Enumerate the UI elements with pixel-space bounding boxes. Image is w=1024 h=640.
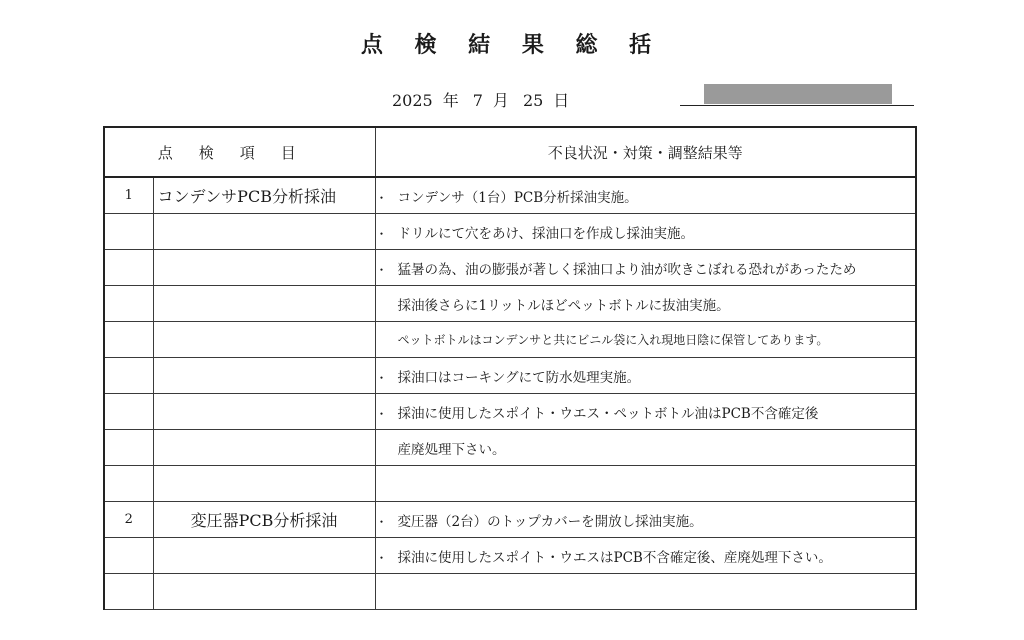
table-row (104, 538, 916, 574)
empty-cell (153, 574, 375, 610)
row-item: 変圧器PCB分析採油 (153, 502, 375, 538)
row-number: 1 (104, 177, 153, 214)
table-row (104, 286, 916, 322)
header-item: 点検項目 (104, 127, 375, 177)
empty-cell (104, 574, 153, 610)
table-row (104, 250, 916, 286)
row-result (375, 394, 916, 430)
result-text: 採油に使用したスポイト・ウエスはPCB不含確定後、産廃処理下さい。 (397, 549, 832, 566)
row-item (153, 466, 375, 502)
row-number: 2 (104, 502, 153, 538)
date-day: 25 (522, 91, 544, 110)
row-number (104, 430, 153, 466)
row-result (375, 466, 916, 502)
result-text: 猛暑の為、油の膨張が著しく採油口より油が吹きこぼれる恐れがあったため (397, 261, 857, 278)
row-number (104, 250, 153, 286)
row-result (375, 250, 916, 286)
bullet-mark: ・ (375, 226, 388, 241)
row-result (375, 322, 916, 358)
bullet-mark: ・ (375, 190, 388, 205)
table-row (104, 358, 916, 394)
date-month: 7 (472, 91, 483, 110)
table-row (104, 430, 916, 466)
bullet-mark: ・ (375, 514, 388, 529)
table-row (104, 466, 916, 502)
date-day-unit: 日 (553, 91, 570, 110)
redacted-block (704, 84, 892, 104)
row-item (153, 286, 375, 322)
signature-line (680, 105, 914, 106)
row-number (104, 286, 153, 322)
row-item (153, 538, 375, 574)
row-item (153, 358, 375, 394)
result-text: ペットボトルはコンデンサと共にビニル袋に入れ現地日陰に保管してあります。 (397, 333, 829, 347)
date-month-unit: 月 (492, 91, 509, 110)
result-text: 採油口はコーキングにて防水処理実施。 (397, 369, 641, 386)
bullet-mark: ・ (375, 370, 388, 385)
table-header-row (104, 127, 916, 177)
date-year: 2025 (392, 91, 433, 110)
table-row (104, 177, 916, 214)
row-number (104, 322, 153, 358)
result-text: 産廃処理下さい。 (397, 441, 506, 458)
empty-cell (375, 574, 916, 610)
result-text: コンデンサ（1台）PCB分析採油実施。 (397, 189, 638, 206)
row-item: コンデンサPCB分析採油 (153, 177, 375, 214)
result-text: 変圧器（2台）のトップカバーを開放し採油実施。 (397, 513, 703, 530)
row-item (153, 322, 375, 358)
table-row (104, 322, 916, 358)
row-number (104, 358, 153, 394)
row-result (375, 286, 916, 322)
table-row (104, 394, 916, 430)
row-result (375, 502, 916, 538)
row-number (104, 538, 153, 574)
report-date (392, 88, 583, 111)
row-number (104, 394, 153, 430)
date-year-unit: 年 (442, 91, 459, 110)
table-row (104, 502, 916, 538)
result-text: ドリルにて穴をあけ、採油口を作成し採油実施。 (397, 225, 694, 242)
row-number (104, 214, 153, 250)
row-item (153, 250, 375, 286)
inspection-table (103, 126, 917, 610)
bullet-mark: ・ (375, 262, 388, 277)
table-row (104, 214, 916, 250)
result-text: 採油後さらに1リットルほどペットボトルに抜油実施。 (397, 297, 730, 314)
document-title: 点 検 結 果 総 括 (360, 33, 664, 58)
row-result (375, 358, 916, 394)
row-result (375, 214, 916, 250)
header-result: 不良状況・対策・調整結果等 (375, 127, 916, 177)
row-result (375, 177, 916, 214)
result-text: 採油に使用したスポイト・ウエス・ペットボトル油はPCB不含確定後 (397, 405, 819, 422)
table-row-cut (104, 574, 916, 610)
bullet-mark: ・ (375, 406, 388, 421)
row-result (375, 538, 916, 574)
row-result (375, 430, 916, 466)
table-body (104, 177, 916, 610)
bullet-mark: ・ (375, 550, 388, 565)
row-item (153, 394, 375, 430)
row-item (153, 214, 375, 250)
row-item (153, 430, 375, 466)
row-number (104, 466, 153, 502)
